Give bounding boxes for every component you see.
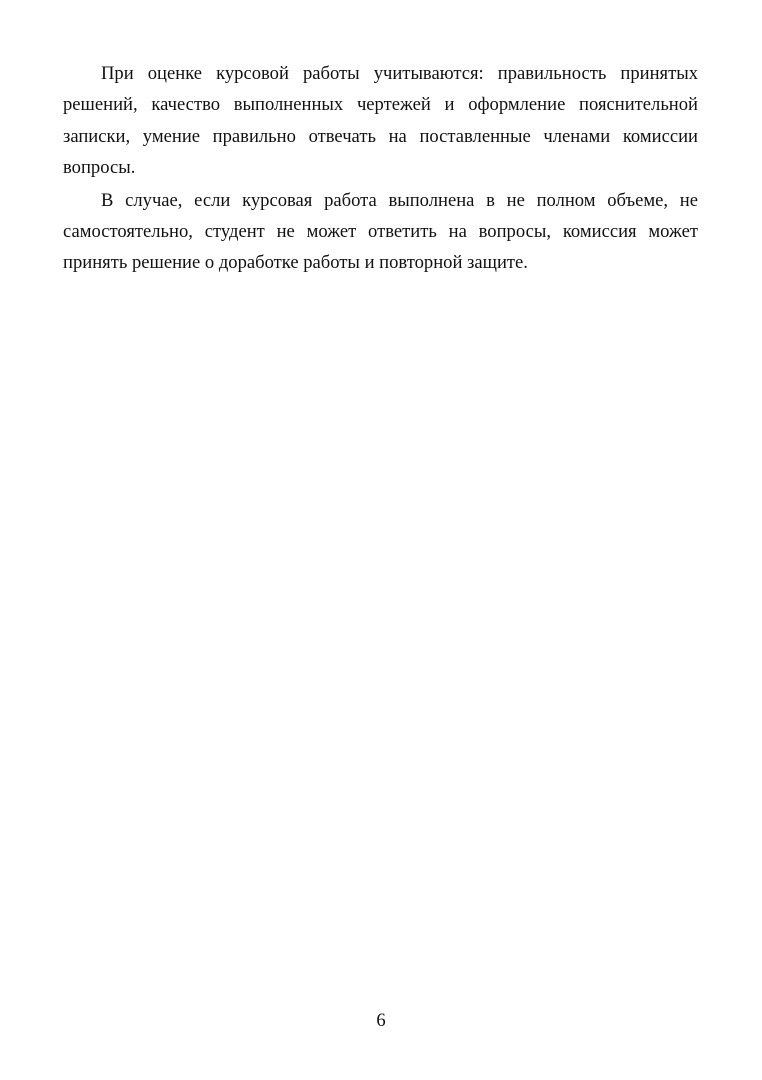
document-body xyxy=(63,58,698,280)
paragraph-evaluation-criteria: При оценке курсовой работы учитываются: правильность принятых решений, качество выполненных чертежей и оформление пояснительной записки, умение правильно отвечать на поставленные членами комиссии вопросы. xyxy=(63,63,698,178)
paragraph-rework-decision: В случае, если курсовая работа выполнена в не полном объеме, не самостоятельно, студент не может ответить на вопросы, комиссия может принять решение о доработке работы и повторной защите. xyxy=(63,189,698,274)
page-number: 6 xyxy=(376,1010,386,1031)
